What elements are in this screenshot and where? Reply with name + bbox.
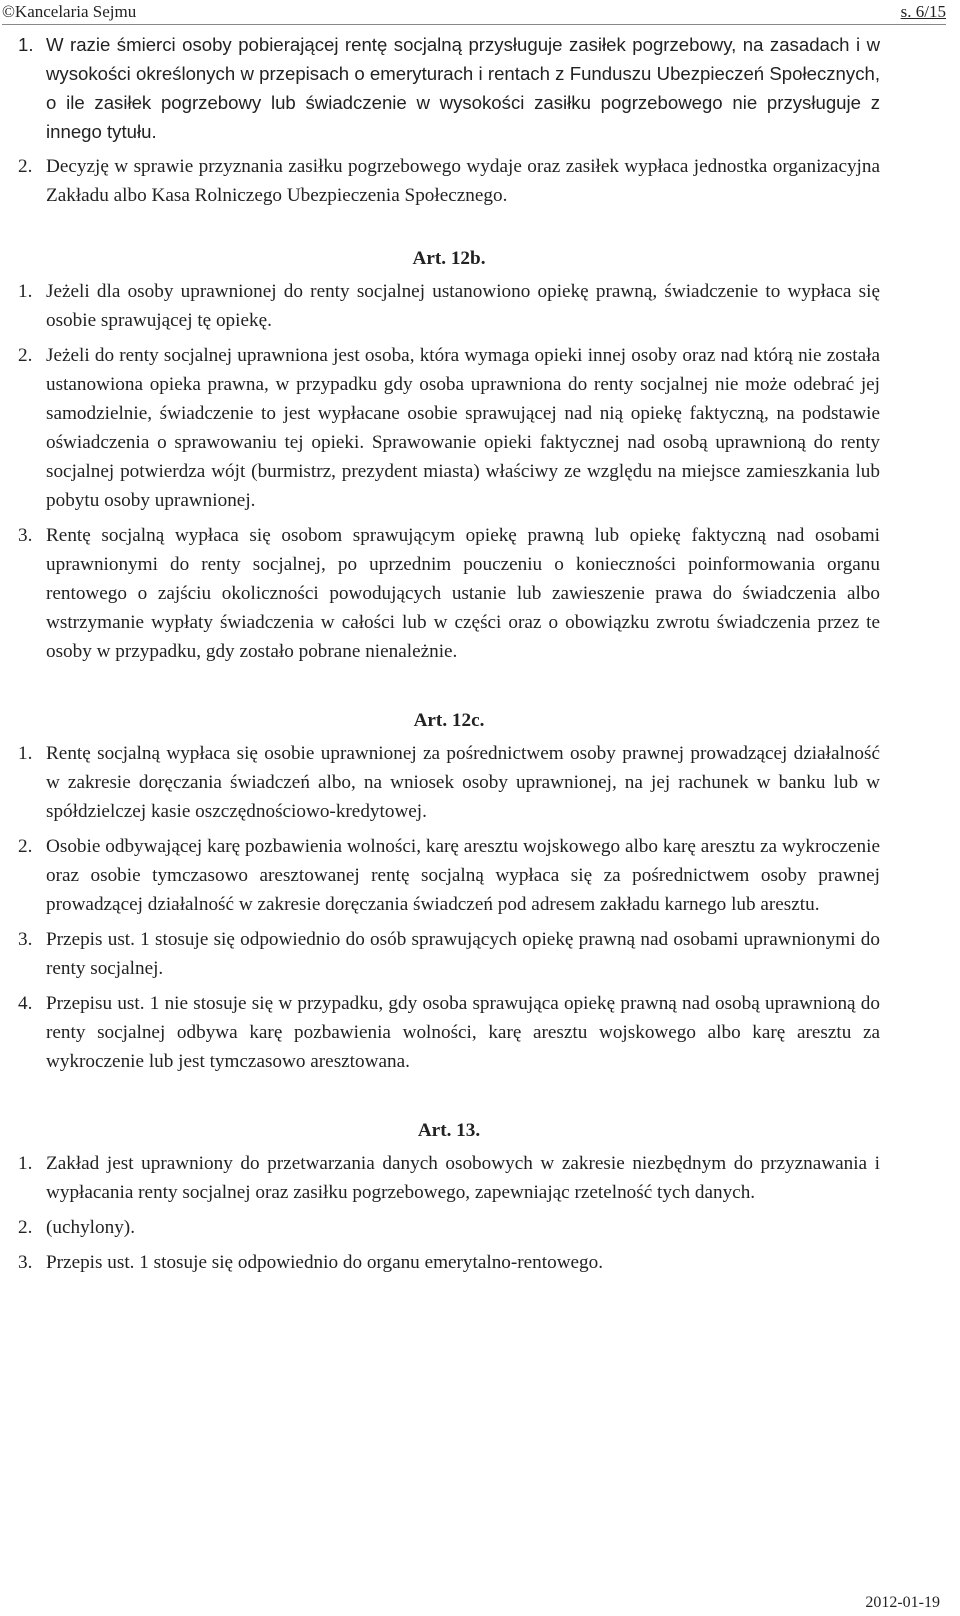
paragraph-number: 1. xyxy=(18,281,33,302)
paragraph-text: Rentę socjalną wypłaca się osobie uprawnionej za pośrednictwem osoby prawnej prowadzącej działalność w zakresie doręczania świadczeń albo, na wniosek osoby uprawnionej, na jej rachunek w banku lub w spółdzielczej kasie oszczędnościowo-kredytowej. xyxy=(46,743,880,822)
paragraph xyxy=(18,1248,880,1277)
paragraph-text: Osobie odbywającej karę pozbawienia wolności, karę aresztu wojskowego albo karę aresztu za wykroczenie oraz osobie tymczasowo aresztowanej rentę socjalną wypłaca się za pośrednictwem osoby prawnej prowadzącej działalność w zakresie doręczania świadczeń pod adresem zakładu karnego lub aresztu. xyxy=(46,836,880,915)
paragraph xyxy=(18,925,880,983)
paragraph xyxy=(18,1149,880,1207)
paragraph-number: 4. xyxy=(18,993,33,1014)
paragraph-text: Jeżeli dla osoby uprawnionej do renty socjalnej ustanowiono opiekę prawną, świadczenie to wypłaca się osobie sprawującej tę opiekę. xyxy=(46,281,880,331)
article-heading: Art. 13. xyxy=(417,1120,481,1141)
paragraph-number: 2. xyxy=(18,156,33,177)
header-divider xyxy=(2,24,946,25)
section-art-13 xyxy=(18,1116,880,1277)
paragraph-text: Zakład jest uprawniony do przetwarzania danych osobowych w zakresie niezbędnym do przyznawania i wypłacania renty socjalnej oraz zasiłku pogrzebowego, zapewniając rzetelność tych danych. xyxy=(46,1153,880,1203)
paragraph xyxy=(18,521,880,666)
paragraph-number: 1. xyxy=(18,743,33,764)
paragraph-text: Przepis ust. 1 stosuje się odpowiednio do organu emerytalno-rentowego. xyxy=(46,1252,604,1273)
paragraph-number: 3. xyxy=(18,1252,33,1273)
paragraph-text: Rentę socjalną wypłaca się osobom sprawującym opiekę prawną lub opiekę faktyczną nad osobami uprawnionymi do renty socjalnej, po uprzednim pouczeniu o konieczności poinformowania organu rentowego o zajściu okoliczności powodujących ustanie lub zawieszenie prawa do świadczenia albo wstrzymanie wypłaty świadczenia w całości lub w części oraz o obowiązku zwrotu świadczenia przez te osoby w przypadku, gdy zostało pobrane nienależnie. xyxy=(46,525,880,662)
article-heading: Art. 12c. xyxy=(413,710,485,731)
paragraph-text: W razie śmierci osoby pobierającej rentę socjalną przysługuje zasiłek pogrzebowy, na zasadach i w wysokości określonych w przepisach o emeryturach i rentach z Funduszu Ubezpieczeń Społecznych, o ile zasiłek pogrzebowy lub świadczenie w wysokości zasiłku pogrzebowego nie przysługuje z innego tytułu. xyxy=(46,34,880,142)
paragraph xyxy=(18,341,880,515)
section-art-12b xyxy=(18,244,880,666)
paragraph xyxy=(18,152,880,210)
paragraph xyxy=(18,832,880,919)
paragraph xyxy=(18,989,880,1076)
section-continuation xyxy=(18,30,880,210)
paragraph xyxy=(18,1213,880,1242)
paragraph-number: 2. xyxy=(18,345,33,366)
paragraph xyxy=(18,739,880,826)
paragraph-number: 1. xyxy=(18,1153,33,1174)
paragraph-number: 2. xyxy=(18,836,33,857)
paragraph-text: (uchylony). xyxy=(46,1217,135,1238)
paragraph-text: Decyzję w sprawie przyznania zasiłku pogrzebowego wydaje oraz zasiłek wypłaca jednostka organizacyjna Zakładu albo Kasa Rolniczego Ubezpieczenia Społecznego. xyxy=(46,156,880,206)
paragraph-text: Przepisu ust. 1 nie stosuje się w przypadku, gdy osoba sprawująca opiekę prawną nad osobą uprawnioną do renty socjalnej odbywa karę pozbawienia wolności, karę aresztu wojskowego albo karę aresztu za wykroczenie lub jest tymczasowo aresztowana. xyxy=(46,993,880,1072)
article-heading: Art. 12b. xyxy=(412,248,486,269)
paragraph-number: 1. xyxy=(18,34,34,55)
paragraph-text: Przepis ust. 1 stosuje się odpowiednio do osób sprawujących opiekę prawną nad osobami uprawnionymi do renty socjalnej. xyxy=(46,929,880,979)
document-body xyxy=(18,30,880,1283)
paragraph-number: 2. xyxy=(18,1217,33,1238)
document-date: 2012-01-19 xyxy=(865,1594,940,1611)
header-source: ©Kancelaria Sejmu xyxy=(2,2,137,21)
paragraph-text: Jeżeli do renty socjalnej uprawniona jest osoba, która wymaga opieki innej osoby oraz nad którą nie została ustanowiona opieka prawna, w przypadku gdy osoba uprawniona do renty socjalnej nie może odebrać jej samodzielnie, świadczenie to jest wypłacane osobie sprawującej nad nią opiekę faktyczną, na podstawie oświadczenia o sprawowaniu tej opieki. Sprawowanie opieki faktycznej nad osobą uprawnioną do renty socjalnej potwierdza wójt (burmistrz, prezydent miasta) właściwy ze względu na miejsce zamieszkania lub pobytu osoby uprawnionej. xyxy=(46,345,880,511)
section-art-12c xyxy=(18,706,880,1076)
paragraph-number: 3. xyxy=(18,929,33,950)
paragraph xyxy=(18,30,880,146)
paragraph xyxy=(18,277,880,335)
page-number: s. 6/15 xyxy=(900,2,946,21)
paragraph-number: 3. xyxy=(18,525,33,546)
